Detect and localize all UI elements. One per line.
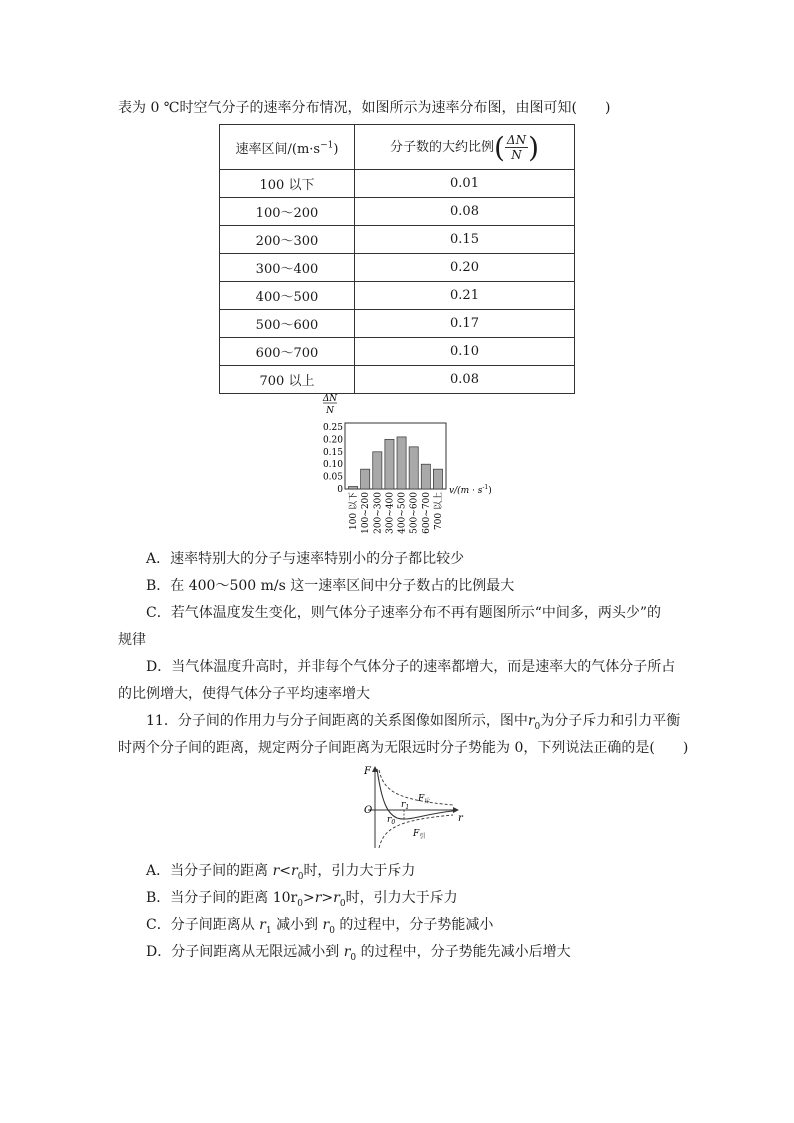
chart-bar bbox=[373, 452, 382, 489]
q10-option-c-line2: 规律 bbox=[118, 632, 146, 648]
chart-ytick-label: 0.10 bbox=[322, 460, 343, 471]
table-cell-ratio: 0.15 bbox=[355, 226, 575, 254]
chart-bar bbox=[361, 469, 370, 489]
table-cell-ratio: 0.21 bbox=[355, 282, 575, 310]
table-header-ratio: 分子数的大约比例( $\frac{\Delta N}{N}$ ) bbox=[355, 125, 575, 170]
force-distance-graph bbox=[358, 764, 468, 852]
chart-ytick-label: 0.20 bbox=[322, 435, 343, 446]
table-row bbox=[220, 170, 575, 198]
graph-label-F: F bbox=[364, 766, 371, 777]
table-cell-speed-interval: 700 以上 bbox=[220, 366, 355, 394]
q11-option-d: D．分子间距离从无限远减小到 $r_0$ 的过程中，分子势能先减小后增大 bbox=[146, 944, 571, 963]
table-cell-speed-interval: 500～600 bbox=[220, 310, 355, 338]
chart-bar bbox=[385, 439, 394, 489]
q10-option-b: B．在 400～500 m/s 这一速率区间中分子数占的比例最大 bbox=[146, 578, 515, 594]
table-cell-speed-interval: 400～500 bbox=[220, 282, 355, 310]
table-row bbox=[220, 254, 575, 282]
graph-label-r: r bbox=[458, 813, 463, 824]
net-force-curve bbox=[377, 769, 453, 819]
table-row bbox=[220, 282, 575, 310]
chart-ytick-label: 0.05 bbox=[322, 472, 343, 483]
chart-bar bbox=[421, 464, 430, 489]
table-cell-speed-interval: 600～700 bbox=[220, 338, 355, 366]
chart-ytick-label: 0.25 bbox=[322, 423, 343, 433]
table-cell-speed-interval: 200～300 bbox=[220, 226, 355, 254]
table-row bbox=[220, 226, 575, 254]
graph-label-r1: $r_1$ bbox=[401, 800, 410, 811]
chart-plot-frame bbox=[345, 423, 446, 489]
chart-ylabel-num: ΔN bbox=[322, 394, 338, 404]
chart-xtick-label: 700 以上 bbox=[433, 492, 444, 531]
chart-bar bbox=[409, 447, 418, 489]
q11-stem-line2: 时两个分子间的距离，规定两分子间距离为无限远时分子势能为 0，下列说法正确的是( ) bbox=[118, 740, 689, 756]
repulsion-curve bbox=[379, 770, 453, 805]
q11-option-c: C．分子间距离从 $r_1$ 减小到 $r_0$ 的过程中，分子势能减小 bbox=[146, 917, 494, 936]
chart-ylabel-den: N bbox=[326, 406, 334, 416]
table-cell-speed-interval: 100～200 bbox=[220, 198, 355, 226]
chart-bar bbox=[349, 487, 358, 489]
chart-xtick-label: 200~300 bbox=[373, 492, 384, 534]
speed-distribution-bar-chart bbox=[310, 392, 510, 540]
table-cell-speed-interval: 100 以下 bbox=[220, 170, 355, 198]
chart-xlabel: $v/(m \cdot s^{-1})$ bbox=[449, 484, 492, 496]
chart-ytick-label: 0.15 bbox=[322, 447, 343, 458]
q10-option-a: A．速率特别大的分子与速率特别小的分子都比较少 bbox=[146, 551, 465, 567]
graph-label-O: O bbox=[364, 805, 373, 816]
chart-xtick-label: 600~700 bbox=[421, 492, 432, 534]
table-cell-ratio: 0.17 bbox=[355, 310, 575, 338]
q10-option-d-line2: 的比例增大，使得气体分子平均速率增大 bbox=[118, 686, 370, 702]
graph-label-F-repulsion: $F_斥$ bbox=[418, 794, 431, 805]
table-cell-ratio: 0.20 bbox=[355, 254, 575, 282]
graph-label-F-attraction: $F_引$ bbox=[413, 829, 426, 840]
chart-xtick-label: 400~500 bbox=[397, 492, 408, 534]
table-row bbox=[220, 198, 575, 226]
chart-bar bbox=[397, 437, 406, 489]
table-row bbox=[220, 338, 575, 366]
chart-xtick-label: 100 以下 bbox=[349, 492, 360, 531]
q11-option-a: A．当分子间的距离 $r<r_0$时，引力大于斥力 bbox=[146, 863, 416, 882]
table-cell-ratio: 0.08 bbox=[355, 198, 575, 226]
chart-ytick-label: 0 bbox=[337, 485, 343, 495]
speed-distribution-table bbox=[219, 124, 575, 394]
intro-line bbox=[118, 99, 610, 117]
chart-bar bbox=[433, 469, 442, 489]
q10-option-c-line1: C．若气体温度发生变化，则气体分子速率分布不再有题图所示“中间多，两头少”的 bbox=[146, 605, 662, 621]
chart-xtick-label: 100~200 bbox=[361, 492, 372, 534]
table-row bbox=[220, 310, 575, 338]
table-cell-ratio: 0.01 bbox=[355, 170, 575, 198]
q11-option-b: B．当分子间的距离 $10r_0>r>r_0$时，引力大于斥力 bbox=[146, 890, 458, 909]
table-header-speed-interval: 速率区间$/(m\cdot s^{-1})$ bbox=[220, 125, 355, 170]
intro-close-paren: ) bbox=[604, 100, 611, 116]
table-cell-ratio: 0.08 bbox=[355, 366, 575, 394]
graph-label-r0: $r_0$ bbox=[387, 815, 396, 826]
table-cell-ratio: 0.10 bbox=[355, 338, 575, 366]
table-row bbox=[220, 366, 575, 394]
table-cell-speed-interval: 300～400 bbox=[220, 254, 355, 282]
q11-stem-line1: 11．分子间的作用力与分子间距离的关系图像如图所示，图中$r_0$为分子斥力和引力平衡 bbox=[146, 713, 681, 732]
intro-text: 表为 0 ℃时空气分子的速率分布情况，如图所示为速率分布图，由图可知( bbox=[118, 100, 577, 116]
table-header-row bbox=[220, 125, 575, 170]
chart-xtick-label: 300~400 bbox=[385, 492, 396, 534]
chart-xtick-label: 500~600 bbox=[409, 492, 420, 534]
q10-option-d-line1: D．当气体温度升高时，并非每个气体分子的速率都增大，而是速率大的气体分子所占 bbox=[146, 659, 676, 675]
